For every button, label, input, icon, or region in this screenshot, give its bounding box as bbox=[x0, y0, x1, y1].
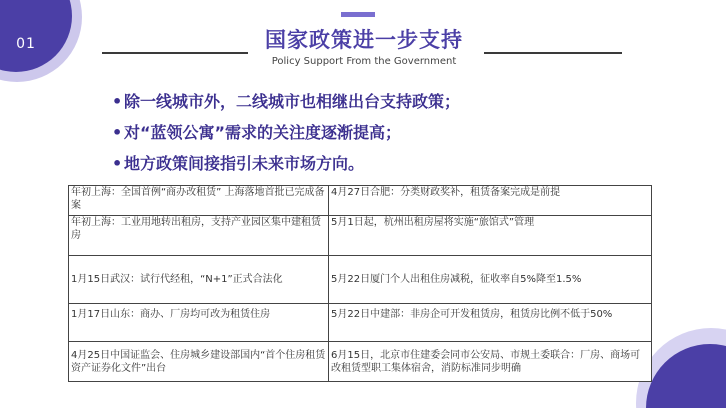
title-rule-left bbox=[102, 52, 248, 54]
table-row bbox=[69, 304, 652, 342]
table-row bbox=[69, 186, 652, 216]
bullet-item bbox=[112, 148, 460, 179]
title-rule-right bbox=[484, 52, 622, 54]
bullet-item bbox=[112, 117, 460, 148]
table-cell: 年初上海：全国首例“商办改租赁” 上海落地首批已完成备案 bbox=[69, 186, 329, 216]
table-row bbox=[69, 342, 652, 382]
table-cell: 5月1日起，杭州出租房屋将实施“旅馆式”管理 bbox=[329, 216, 652, 256]
bullet-marker: • bbox=[112, 123, 123, 142]
table-cell: 4月25日中国证监会、住房城乡建设部国内“首个住房租赁资产证券化文件”出台 bbox=[69, 342, 329, 382]
page-title: 国家政策进一步支持 bbox=[265, 28, 463, 52]
table-cell: 年初上海：工业用地转出租房，支持产业园区集中建租赁房 bbox=[69, 216, 329, 256]
table-row bbox=[69, 216, 652, 256]
bullet-list bbox=[112, 86, 460, 179]
bullet-marker: • bbox=[112, 92, 123, 111]
bullet-text: 除一线城市外，二线城市也相继出台支持政策； bbox=[124, 92, 461, 111]
slide-number: 01 bbox=[16, 36, 36, 52]
table-cell: 1月15日武汉：试行代经租，“N+1”正式合法化 bbox=[69, 256, 329, 304]
table-cell: 4月27日合肥：分类财政奖补，租赁备案完成是前提 bbox=[329, 186, 652, 216]
table-cell: 5月22日厦门个人出租住房减税，征收率自5%降至1.5% bbox=[329, 256, 652, 304]
page-subtitle: Policy Support From the Government bbox=[271, 56, 457, 67]
bullet-marker: • bbox=[112, 154, 123, 173]
table-row bbox=[69, 256, 652, 304]
bullet-text: 地方政策间接指引未来市场方向。 bbox=[124, 154, 365, 173]
policy-table bbox=[68, 185, 652, 382]
title-accent-bar bbox=[341, 12, 375, 17]
table-cell: 6月15日，北京市住建委会同市公安局、市规土委联合：厂房、商场可改租赁型职工集体宿舍，消防标准同步明确 bbox=[329, 342, 652, 382]
table-cell: 5月22日中建部：非房企可开发租赁房，租赁房比例不低于50% bbox=[329, 304, 652, 342]
table-cell: 1月17日山东：商办、厂房均可改为租赁住房 bbox=[69, 304, 329, 342]
bullet-text: 对“蓝领公寓”需求的关注度逐渐提高； bbox=[124, 123, 402, 142]
bullet-item bbox=[112, 86, 460, 117]
